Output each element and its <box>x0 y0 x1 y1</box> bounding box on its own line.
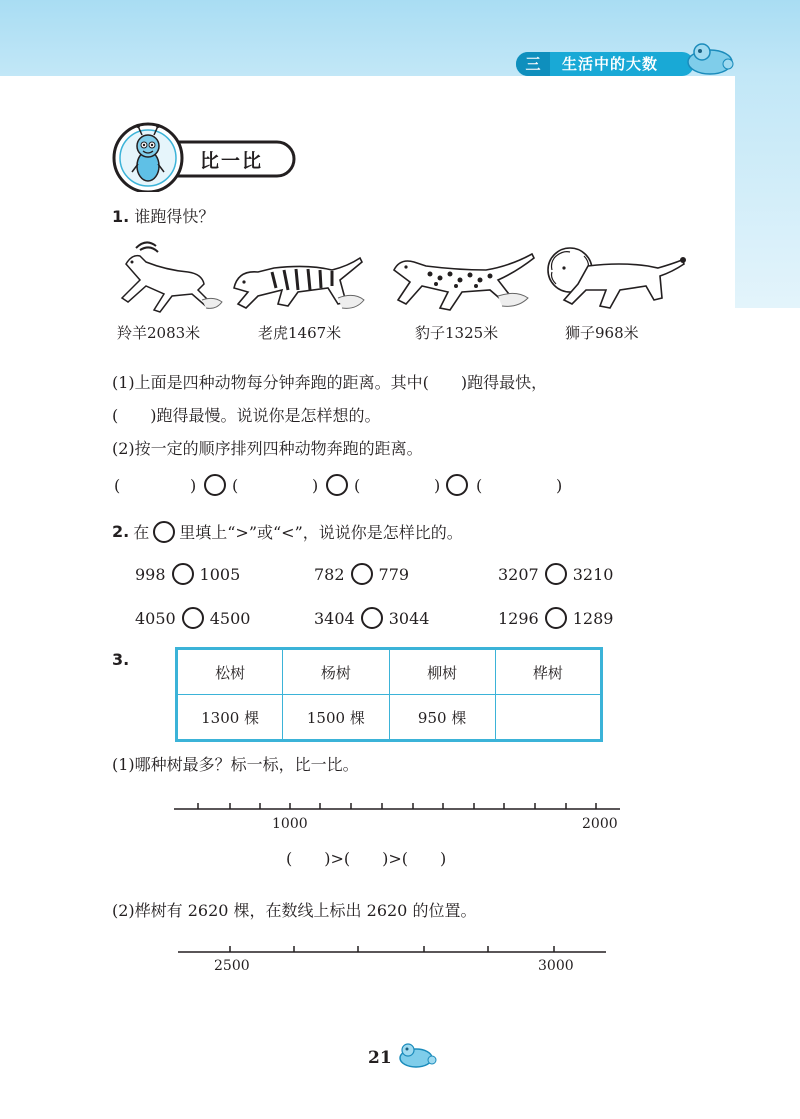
compare-left: 3404 <box>314 608 355 628</box>
compare-right: 1005 <box>199 564 241 584</box>
compare-left: 3207 <box>498 564 539 584</box>
tick-label: 3000 <box>538 958 574 974</box>
compare-circle[interactable] <box>361 607 383 629</box>
compare-left: 4050 <box>135 608 176 628</box>
q3-sub2: (2)桦树有 2620 棵，在数线上标出 2620 的位置。 <box>112 901 477 920</box>
q2-heading <box>112 520 463 543</box>
compare-right: 3044 <box>388 608 430 628</box>
table-cell: 1500 棵 <box>283 695 389 741</box>
compare-item <box>314 563 409 585</box>
page-number: 21 <box>368 1048 392 1068</box>
table-header-cell: 松树 <box>177 649 283 695</box>
table-cell: 1300 棵 <box>177 695 283 741</box>
antelope-icon <box>106 240 228 318</box>
compare-circle[interactable] <box>545 607 567 629</box>
animal-label: 老虎1467米 <box>258 324 342 342</box>
compare-circle[interactable] <box>351 563 373 585</box>
q3-number: 3. <box>112 650 130 669</box>
compare-circle[interactable] <box>204 474 226 496</box>
paren-close: ) <box>312 476 319 495</box>
compare-item <box>135 563 240 585</box>
table-header-cell: 桦树 <box>495 649 601 695</box>
q1-sub2: (2)按一定的顺序排列四种动物奔跑的距离。 <box>112 439 423 458</box>
paren-open: ( <box>476 476 483 495</box>
chapter-title: 生活中的大数 <box>562 55 659 73</box>
compare-circle[interactable] <box>545 563 567 585</box>
paren-close: ) <box>434 476 441 495</box>
q1-title: 谁跑得快？ <box>134 207 215 226</box>
mascot-icon <box>680 38 740 78</box>
q1-number: 1. <box>112 207 130 226</box>
table-header-row <box>177 649 602 695</box>
compare-right: 1289 <box>572 608 614 628</box>
chapter-number: 三 <box>516 52 550 76</box>
section-title: 比一比 <box>200 150 264 172</box>
tree-table <box>175 647 603 742</box>
compare-left: 782 <box>314 564 345 584</box>
paren-open: ( <box>232 476 239 495</box>
number-line-2500-3000[interactable] <box>176 942 608 958</box>
q1-sub1-line1: (1)上面是四种动物每分钟奔跑的距离。其中( )跑得最快， <box>112 373 548 392</box>
leopard-icon <box>386 240 546 318</box>
paren-close: ) <box>556 476 563 495</box>
q1-sub1-line2: ( )跑得最慢。说说你是怎样想的。 <box>112 406 381 425</box>
side-band <box>735 76 800 308</box>
compare-circle[interactable] <box>326 474 348 496</box>
compare-left: 1296 <box>498 608 539 628</box>
compare-left: 998 <box>135 564 166 584</box>
table-cell-blank[interactable] <box>495 695 601 741</box>
compare-item <box>314 607 429 629</box>
q2-number: 2. <box>112 522 130 541</box>
mascot-footer-icon <box>394 1040 440 1070</box>
paren-close: ) <box>190 476 197 495</box>
chapter-tag <box>516 52 694 76</box>
compare-circle[interactable] <box>182 607 204 629</box>
tick-label: 2000 <box>582 816 618 832</box>
q1-heading <box>112 204 214 227</box>
compare-right: 779 <box>378 564 410 584</box>
animal-label: 羚羊2083米 <box>117 324 201 342</box>
number-line-1000-2000[interactable] <box>170 800 624 816</box>
animal-label: 豹子1325米 <box>415 324 499 342</box>
compare-right: 3210 <box>572 564 614 584</box>
table-cell: 950 棵 <box>389 695 495 741</box>
lion-icon <box>540 240 690 318</box>
table-row <box>177 695 602 741</box>
paren-open: ( <box>114 476 121 495</box>
compare-item <box>498 607 613 629</box>
compare-circle[interactable] <box>172 563 194 585</box>
compare-circle[interactable] <box>446 474 468 496</box>
q2-prompt-pre: 在 <box>133 523 150 542</box>
table-header-cell: 柳树 <box>389 649 495 695</box>
circle-symbol-icon <box>153 521 175 543</box>
animal-label: 狮子968米 <box>565 324 639 342</box>
compare-item <box>135 607 250 629</box>
tiger-icon <box>228 240 368 318</box>
compare-item <box>498 563 613 585</box>
q2-prompt-post: 里填上“>”或“<”，说说你是怎样比的。 <box>179 523 463 542</box>
tick-label: 1000 <box>272 816 308 832</box>
order-blanks: ( )>( )>( ) <box>286 849 447 868</box>
table-header-cell: 杨树 <box>283 649 389 695</box>
paren-open: ( <box>354 476 361 495</box>
tick-label: 2500 <box>214 958 250 974</box>
q3-sub1: (1)哪种树最多？标一标，比一比。 <box>112 755 359 774</box>
compare-right: 4500 <box>209 608 251 628</box>
